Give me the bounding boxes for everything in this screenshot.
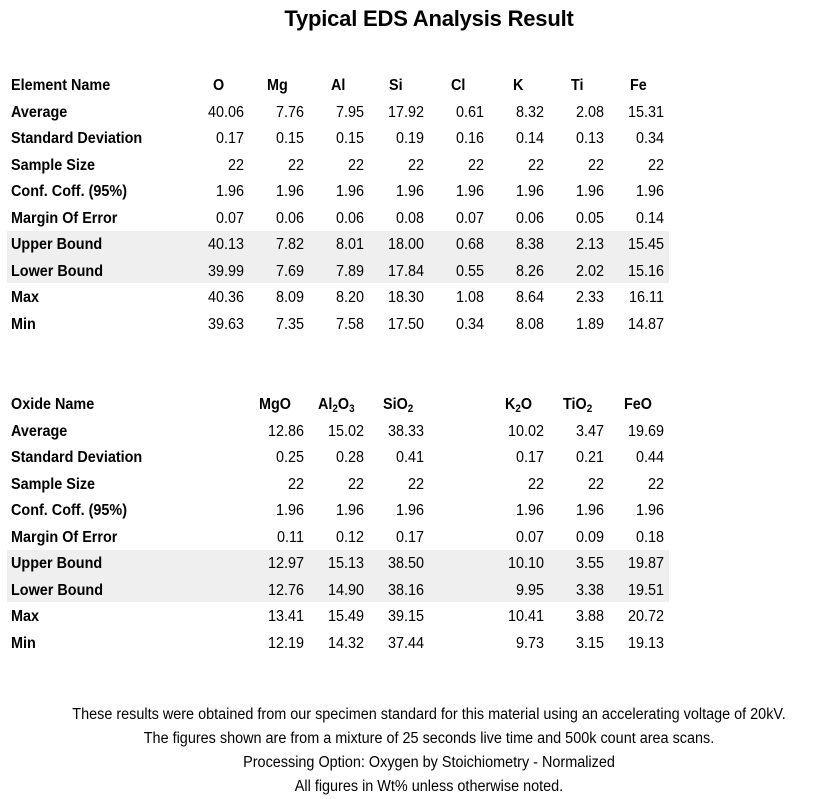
element-row-label-lower-bound: Lower Bound — [11, 262, 103, 280]
oxide-cell: 9.95 — [515, 581, 544, 599]
oxide-cell: 12.76 — [267, 581, 304, 599]
element-cell: 7.89 — [335, 262, 364, 280]
element-cell: 0.15 — [335, 130, 364, 147]
element-col-si: Si — [389, 77, 403, 94]
element-col-fe: Fe — [630, 77, 647, 94]
element-cell: 1.96 — [275, 183, 304, 200]
oxide-row-label-max: Max — [11, 608, 40, 625]
element-row-label-conf-coff-95: Conf. Coff. (95%) — [11, 183, 127, 200]
element-row-label-average: Average — [11, 103, 68, 121]
element-cell: 0.08 — [395, 209, 424, 227]
element-cell: 15.16 — [627, 262, 664, 280]
oxide-cell: 15.13 — [327, 555, 364, 572]
oxide-col-feo: FeO — [624, 396, 653, 413]
oxide-cell: 15.49 — [327, 608, 364, 625]
oxide-cell: 14.32 — [327, 634, 364, 652]
oxide-cell: 20.72 — [627, 608, 664, 625]
element-col-mg: Mg — [267, 77, 288, 94]
element-cell: 1.96 — [635, 183, 664, 200]
oxide-cell: 0.11 — [277, 528, 304, 546]
element-cell: 40.13 — [207, 236, 244, 253]
oxide-cell: 13.41 — [267, 608, 304, 625]
element-cell: 40.06 — [207, 103, 244, 121]
oxide-cell: 38.50 — [387, 555, 424, 572]
footer-line: All figures in Wt% unless otherwise noted. — [294, 778, 564, 795]
element-cell: 18.30 — [387, 289, 424, 306]
element-cell: 22 — [587, 156, 604, 174]
oxide-cell: 15.02 — [327, 422, 364, 440]
element-cell: 22 — [467, 156, 484, 174]
oxide-cell: 39.15 — [387, 608, 424, 625]
element-cell: 0.07 — [215, 209, 244, 227]
oxide-row-label-min: Min — [11, 634, 36, 652]
element-cell: 8.64 — [515, 289, 544, 306]
element-cell: 0.13 — [575, 130, 604, 147]
element-cell: 0.06 — [335, 209, 364, 227]
oxide-cell: 0.17 — [395, 528, 424, 546]
element-cell: 8.09 — [275, 289, 304, 306]
element-cell: 0.06 — [515, 209, 544, 227]
element-cell: 40.36 — [207, 289, 244, 306]
oxide-row-label-sample-size: Sample Size — [11, 475, 96, 493]
oxide-cell: 3.88 — [575, 608, 604, 625]
oxide-name-header: Oxide Name — [11, 396, 95, 413]
element-cell: 18.00 — [387, 236, 424, 253]
element-cell: 7.76 — [275, 103, 304, 121]
element-cell: 39.63 — [207, 315, 244, 333]
oxide-row-label-margin-of-error: Margin Of Error — [11, 528, 118, 546]
oxide-cell: 1.96 — [515, 502, 544, 519]
element-cell: 8.08 — [515, 315, 544, 333]
element-cell: 1.96 — [395, 183, 424, 200]
oxide-col-sio2: SiO$_2$ — [383, 396, 414, 415]
oxide-cell: 37.44 — [387, 634, 424, 652]
element-cell: 1.96 — [575, 183, 604, 200]
element-cell: 2.13 — [575, 236, 604, 253]
oxide-cell: 10.10 — [507, 555, 544, 572]
element-row-label-upper-bound: Upper Bound — [11, 236, 103, 253]
element-cell: 22 — [287, 156, 304, 174]
element-col-ti: Ti — [571, 77, 584, 94]
oxide-cell: 22 — [647, 475, 664, 493]
element-cell: 0.34 — [455, 315, 484, 333]
element-cell: 8.32 — [515, 103, 544, 121]
element-row-label-margin-of-error: Margin Of Error — [11, 209, 118, 227]
oxide-cell: 3.55 — [575, 555, 604, 572]
oxide-cell: 3.38 — [575, 581, 604, 599]
element-cell: 0.14 — [635, 209, 664, 227]
element-cell: 7.82 — [275, 236, 304, 253]
oxide-cell: 19.87 — [627, 555, 664, 572]
element-cell: 0.15 — [275, 130, 304, 147]
oxide-col-k2o: $K_2O$ — [505, 396, 533, 415]
element-col-cl: Cl — [451, 77, 466, 94]
oxide-row-label-conf-coff-95: Conf. Coff. (95%) — [11, 502, 127, 519]
element-cell: 15.45 — [627, 236, 664, 253]
element-cell: 8.26 — [515, 262, 544, 280]
element-cell: 22 — [647, 156, 664, 174]
element-row-label-sample-size: Sample Size — [11, 156, 96, 174]
element-col-al: Al — [331, 77, 346, 94]
element-cell: 8.01 — [335, 236, 364, 253]
element-cell: 1.96 — [335, 183, 364, 200]
element-cell: 17.84 — [387, 262, 424, 280]
oxide-row-label-lower-bound: Lower Bound — [11, 581, 103, 599]
oxide-cell: 22 — [527, 475, 544, 493]
element-cell: 0.05 — [575, 209, 604, 227]
oxide-cell: 0.21 — [575, 449, 604, 466]
element-cell: 2.08 — [575, 103, 604, 121]
element-cell: 8.38 — [515, 236, 544, 253]
element-cell: 7.35 — [275, 315, 304, 333]
element-cell: 0.19 — [395, 130, 424, 147]
element-col-o: O — [213, 77, 225, 94]
element-cell: 1.08 — [455, 289, 484, 306]
oxide-cell: 1.96 — [275, 502, 304, 519]
oxide-cell: 38.16 — [387, 581, 424, 599]
oxide-cell: 22 — [287, 475, 304, 493]
element-cell: 2.02 — [575, 262, 604, 280]
oxide-cell: 22 — [587, 475, 604, 493]
element-cell: 0.07 — [455, 209, 484, 227]
oxide-cell: 12.19 — [267, 634, 304, 652]
oxide-cell: 3.47 — [575, 422, 604, 440]
element-cell: 0.17 — [215, 130, 244, 147]
oxide-cell: 10.02 — [507, 422, 544, 440]
element-cell: 14.87 — [627, 315, 664, 333]
element-cell: 15.31 — [627, 103, 664, 121]
oxide-cell: 12.97 — [267, 555, 304, 572]
element-cell: 8.20 — [335, 289, 364, 306]
oxide-cell: 12.86 — [267, 422, 304, 440]
oxide-cell: 0.09 — [575, 528, 604, 546]
oxide-cell: 0.18 — [635, 528, 664, 546]
oxide-cell: 1.96 — [395, 502, 424, 519]
oxide-col-al2o3: $Al_2O_3$ — [318, 396, 355, 415]
element-cell: 22 — [227, 156, 244, 174]
element-row-label-standard-deviation: Standard Deviation — [11, 130, 143, 147]
oxide-cell: 10.41 — [507, 608, 544, 625]
element-cell: 0.61 — [455, 103, 484, 121]
element-cell: 7.95 — [335, 103, 364, 121]
footer-line: The figures shown are from a mixture of 25 seconds live time and 500k count area scans. — [143, 730, 715, 747]
oxide-cell: 0.07 — [515, 528, 544, 546]
footer-line: Processing Option: Oxygen by Stoichiometry - Normalized — [243, 754, 615, 771]
element-cell: 0.14 — [515, 130, 544, 147]
oxide-cell: 22 — [407, 475, 424, 493]
oxide-cell: 0.41 — [395, 449, 424, 466]
oxide-cell: 0.12 — [335, 528, 364, 546]
oxide-row-label-average: Average — [11, 422, 68, 440]
oxide-cell: 1.96 — [575, 502, 604, 519]
oxide-cell: 22 — [347, 475, 364, 493]
oxide-row-label-upper-bound: Upper Bound — [11, 555, 103, 572]
element-cell: 1.96 — [455, 183, 484, 200]
element-cell: 16.11 — [629, 289, 664, 306]
element-cell: 0.55 — [455, 262, 484, 280]
oxide-cell: 19.69 — [627, 422, 664, 440]
element-cell: 22 — [407, 156, 424, 174]
element-cell: 2.33 — [575, 289, 604, 306]
element-cell: 7.58 — [335, 315, 364, 333]
oxide-cell: 19.51 — [627, 581, 664, 599]
element-cell: 0.06 — [275, 209, 304, 227]
element-cell: 17.92 — [387, 103, 424, 121]
element-cell: 7.69 — [275, 262, 304, 280]
element-col-k: K — [513, 77, 524, 94]
element-cell: 22 — [347, 156, 364, 174]
oxide-col-tio2: TiO$_2$ — [563, 396, 593, 415]
oxide-cell: 0.25 — [275, 449, 304, 466]
element-cell: 22 — [527, 156, 544, 174]
oxide-row-label-standard-deviation: Standard Deviation — [11, 449, 143, 466]
element-cell: 0.16 — [455, 130, 484, 147]
oxide-cell: 1.96 — [635, 502, 664, 519]
oxide-cell: 14.90 — [327, 581, 364, 599]
element-cell: 0.68 — [455, 236, 484, 253]
page-title: Typical EDS Analysis Result — [284, 6, 574, 31]
oxide-cell: 19.13 — [627, 634, 664, 652]
oxide-col-mgo: MgO — [259, 396, 291, 413]
oxide-cell: 38.33 — [387, 422, 424, 440]
oxide-cell: 3.15 — [575, 634, 604, 652]
element-row-label-min: Min — [11, 315, 36, 333]
element-cell: 17.50 — [387, 315, 424, 333]
element-cell: 1.96 — [515, 183, 544, 200]
oxide-cell: 0.17 — [515, 449, 544, 466]
element-cell: 39.99 — [207, 262, 244, 280]
oxide-cell: 0.44 — [635, 449, 664, 466]
element-cell: 0.34 — [635, 130, 664, 147]
element-name-header: Element Name — [11, 77, 111, 94]
footer-line: These results were obtained from our specimen standard for this material using an accelerating voltage of 20kV. — [72, 706, 786, 723]
oxide-cell: 0.28 — [335, 449, 364, 466]
element-cell: 1.96 — [215, 183, 244, 200]
element-cell: 1.89 — [575, 315, 604, 333]
oxide-cell: 9.73 — [515, 634, 544, 652]
oxide-cell: 1.96 — [335, 502, 364, 519]
element-row-label-max: Max — [11, 289, 40, 306]
